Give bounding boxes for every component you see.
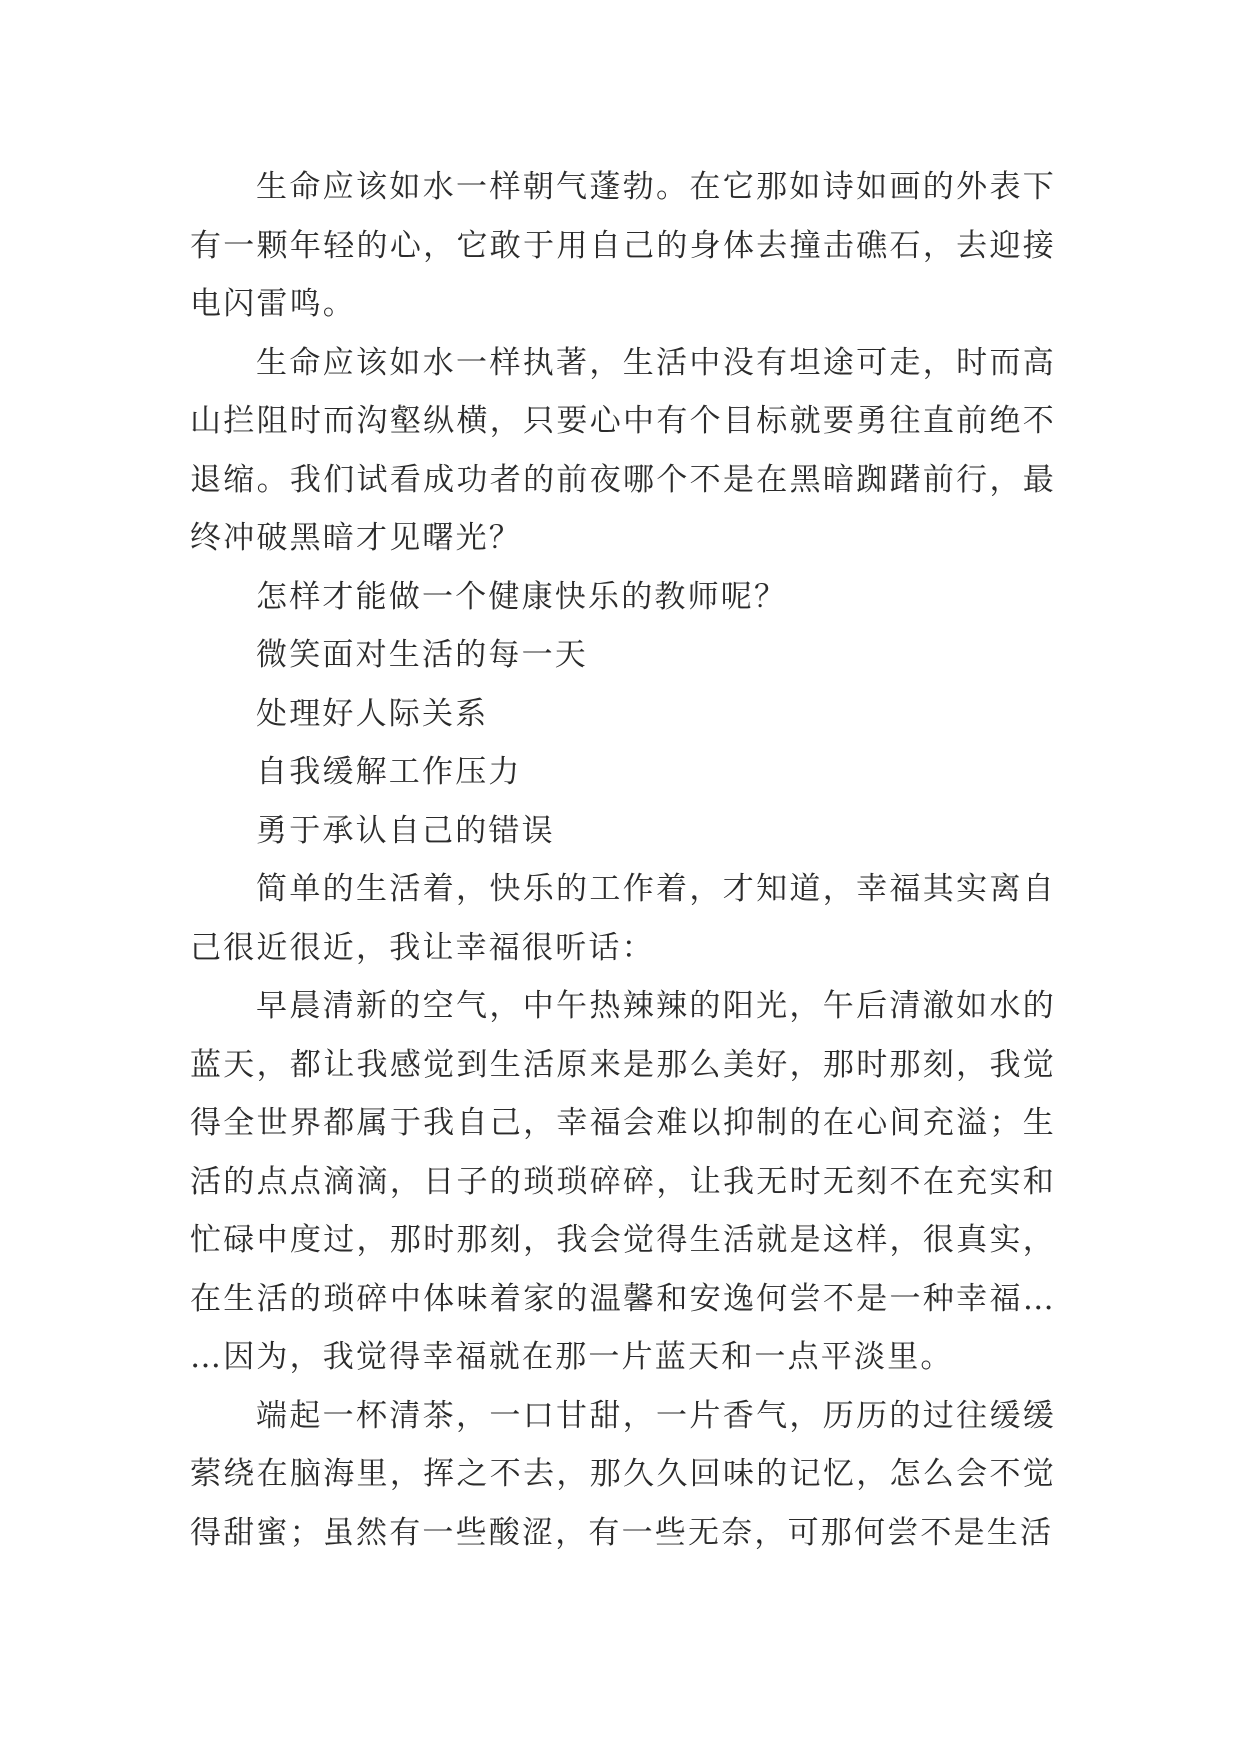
paragraph: 怎样才能做一个健康快乐的教师呢？ [256, 578, 788, 615]
list-item: 处理好人际关系 [256, 695, 489, 732]
paragraph: 端起一杯清茶，一口甘甜，一片香气，历历的过往缓缓萦绕在脑海里，挥之不去，那久久回味的记忆，怎么会不觉得甜蜜；虽然有一些酸涩，有一些无奈，可那何尝不是生活 [190, 1397, 1056, 1551]
paragraph: 早晨清新的空气，中午热辣辣的阳光，午后清澈如水的蓝天，都让我感觉到生活原来是那么美好，那时那刻，我觉得全世界都属于我自己，幸福会难以抑制的在心间充溢；生活的点点滴滴，日子的琐琐碎碎，让我无时无刻不在充实和忙碌中度过，那时那刻，我会觉得生活就是这样，很真实，在生活的琐碎中体味着家的温馨和安逸何尝不是一种幸福……因为，我觉得幸福就在那一片蓝天和一点平淡里。 [190, 988, 1056, 1375]
paragraph: 生命应该如水一样执著，生活中没有坦途可走，时而高山拦阻时而沟壑纵横，只要心中有个目标就要勇往直前绝不退缩。我们试看成功者的前夜哪个不是在黑暗踟躇前行，最终冲破黑暗才见曙光？ [190, 344, 1056, 556]
list-item: 微笑面对生活的每一天 [256, 637, 588, 673]
list-item: 勇于承认自己的错误 [256, 812, 555, 849]
paragraph: 生命应该如水一样朝气蓬勃。在它那如诗如画的外表下有一颗年轻的心，它敢于用自己的身体去撞击礁石，去迎接电闪雷鸣。 [190, 169, 1056, 322]
paragraph: 简单的生活着，快乐的工作着，才知道，幸福其实离自己很近很近，我让幸福很听话： [190, 871, 1056, 966]
document-body [190, 158, 1056, 1562]
list-item: 自我缓解工作压力 [256, 754, 522, 790]
